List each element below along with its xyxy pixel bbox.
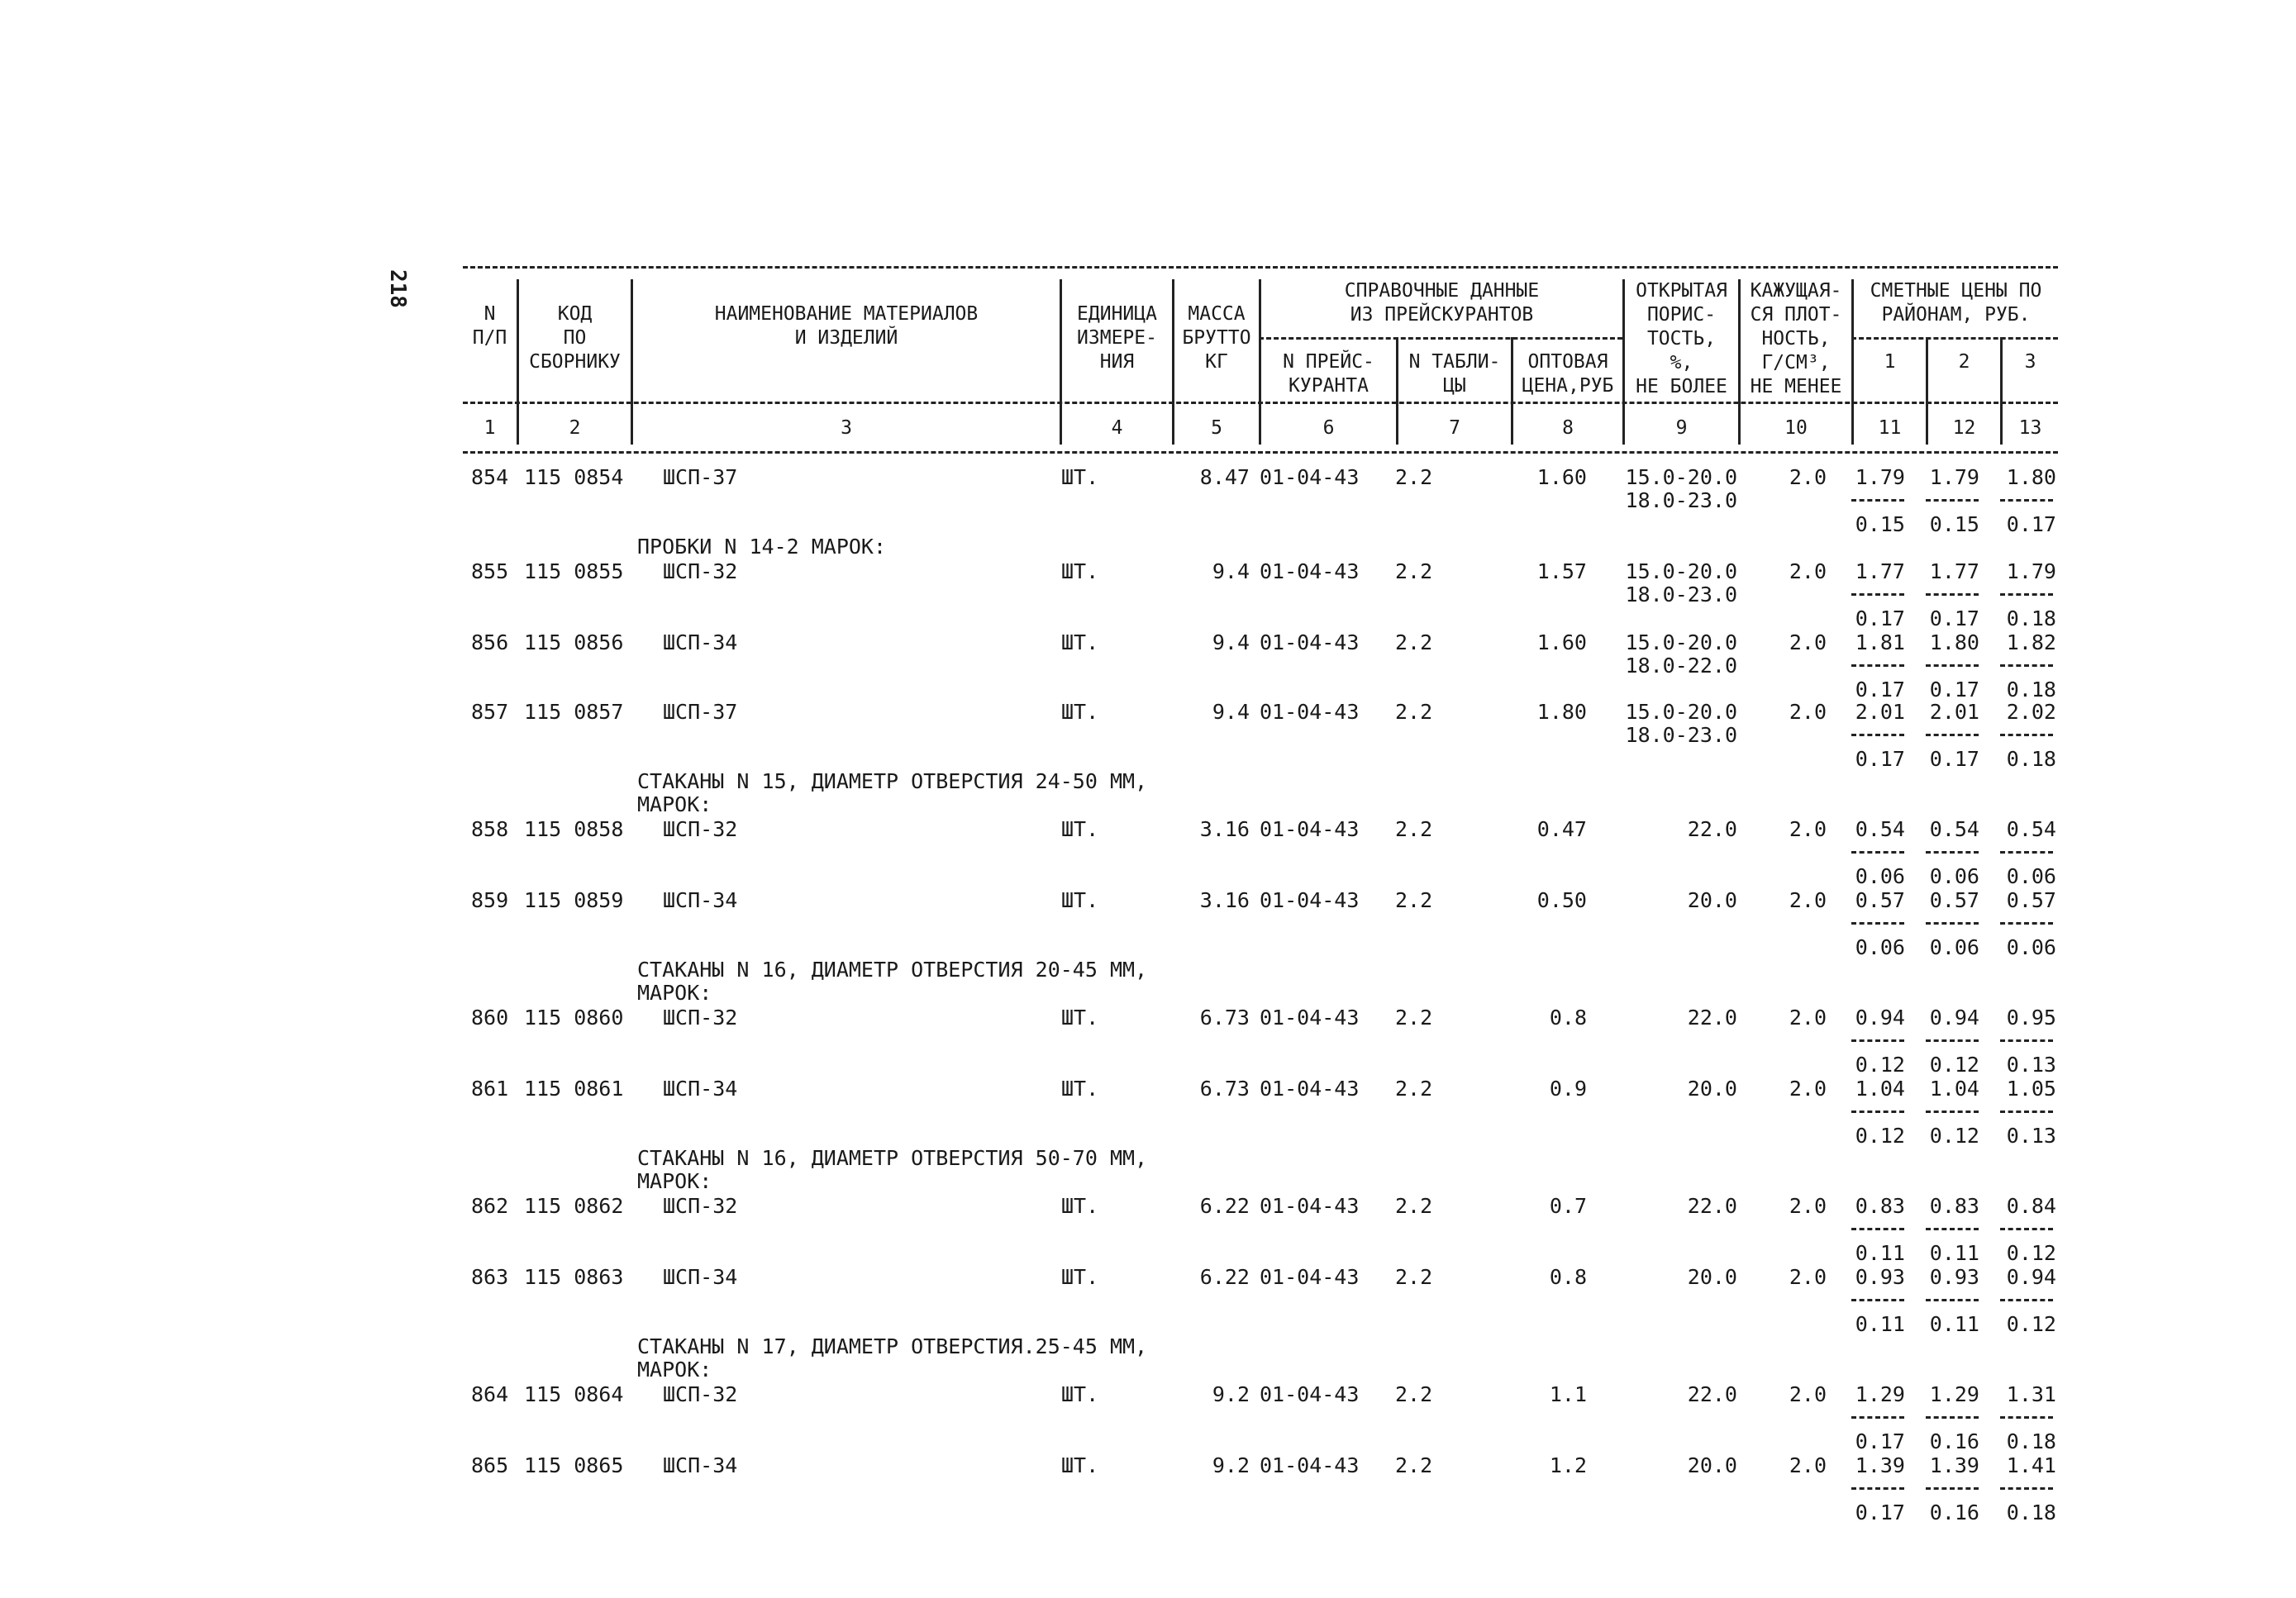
cell-tab: 2.2 (1395, 1194, 1433, 1218)
cell-por: 20.0 (1687, 1077, 1737, 1101)
colnum-13: 13 (2018, 417, 2042, 439)
cell-unit: ШТ. (1061, 1453, 1099, 1477)
colnum-6: 6 (1322, 417, 1335, 439)
cell-q3: 0.13 (2006, 1053, 2056, 1077)
cell-name: ШСП-32 (663, 559, 738, 583)
cell-price: 1.2 (1549, 1453, 1587, 1477)
cell-name: ШСП-32 (663, 1382, 738, 1406)
fraction-line (1851, 593, 1904, 596)
cell-code: 115 0860 (524, 1006, 624, 1030)
cell-q3: 0.18 (2006, 678, 2056, 702)
fraction-line (1926, 1416, 1979, 1419)
cell-q1: 0.11 (1855, 1312, 1905, 1336)
cell-name: ШСП-34 (663, 888, 738, 912)
header-price-group: СМЕТНЫЕ ЦЕНЫ ПО РАЙОНАМ, РУБ. (1870, 280, 2042, 326)
rule-ref-split (1259, 337, 1622, 340)
cell-code: 115 0857 (524, 700, 624, 724)
cell-mass: 9.2 (1212, 1382, 1250, 1406)
cell-unit: ШТ. (1061, 888, 1099, 912)
cell-q2: 0.11 (1929, 1241, 1979, 1265)
cell-price: 0.8 (1549, 1265, 1587, 1289)
cell-q2: 0.16 (1929, 1429, 1979, 1453)
cell-mass: 9.4 (1212, 630, 1250, 654)
cell-p3: 2.02 (2006, 700, 2056, 724)
fraction-line (1851, 1111, 1904, 1113)
cell-tab: 2.2 (1395, 465, 1433, 489)
cell-name: ШСП-37 (663, 465, 738, 489)
cell-pk: 01-04-43 (1260, 700, 1360, 724)
cell-q3: 0.18 (2006, 606, 2056, 630)
cell-dens: 2.0 (1789, 559, 1827, 583)
header-col-wholesale: ОПТОВАЯ ЦЕНА,РУБ (1522, 351, 1614, 397)
cell-p2: 0.83 (1929, 1194, 1979, 1218)
cell-q3: 0.18 (2006, 1501, 2056, 1524)
cell-tab: 2.2 (1395, 630, 1433, 654)
group-heading: СТАКАНЫ N 17, ДИАМЕТР ОТВЕРСТИЯ.25-45 ММ, МАРОК: (637, 1334, 1148, 1382)
header-col-n: N П/П (472, 303, 507, 349)
fraction-line (1926, 1039, 1979, 1042)
rule-top (463, 266, 2058, 269)
cell-code: 115 0856 (524, 630, 624, 654)
fraction-line (2000, 1487, 2053, 1490)
cell-dens: 2.0 (1789, 1265, 1827, 1289)
cell-por: 20.0 (1687, 1265, 1737, 1289)
cell-p1: 0.83 (1855, 1194, 1905, 1218)
cell-q3: 0.06 (2006, 864, 2056, 888)
cell-p2: 2.01 (1929, 700, 1979, 724)
cell-mass: 8.47 (1199, 465, 1250, 489)
fraction-line (1851, 1228, 1904, 1230)
cell-por: 22.0 (1687, 1006, 1737, 1030)
rule-price-split (1851, 337, 2058, 340)
cell-price: 0.7 (1549, 1194, 1587, 1218)
cell-price: 0.8 (1549, 1006, 1587, 1030)
cell-price: 1.57 (1536, 559, 1587, 583)
cell-q1: 0.06 (1855, 864, 1905, 888)
cell-pk: 01-04-43 (1260, 1006, 1360, 1030)
cell-n: 859 (471, 888, 509, 912)
cell-q1: 0.17 (1855, 678, 1905, 702)
header-col-table: N ТАБЛИ- ЦЫ (1408, 351, 1501, 397)
cell-p2: 1.77 (1929, 559, 1979, 583)
cell-q3: 0.13 (2006, 1124, 2056, 1148)
cell-p2: 1.04 (1929, 1077, 1979, 1101)
cell-q1: 0.12 (1855, 1124, 1905, 1148)
fraction-line (1926, 1111, 1979, 1113)
cell-pk: 01-04-43 (1260, 559, 1360, 583)
cell-p1: 1.77 (1855, 559, 1905, 583)
cell-por: 15.0-20.0 18.0-22.0 (1625, 630, 1737, 678)
cell-pk: 01-04-43 (1260, 1077, 1360, 1101)
cell-q3: 0.18 (2006, 747, 2056, 771)
cell-q2: 0.12 (1929, 1124, 1979, 1148)
fraction-line (1851, 1416, 1904, 1419)
cell-p1: 1.04 (1855, 1077, 1905, 1101)
cell-p1: 0.94 (1855, 1006, 1905, 1030)
cell-dens: 2.0 (1789, 1006, 1827, 1030)
cell-n: 865 (471, 1453, 509, 1477)
cell-por: 22.0 (1687, 1194, 1737, 1218)
cell-por: 20.0 (1687, 1453, 1737, 1477)
cell-mass: 6.22 (1199, 1194, 1250, 1218)
fraction-line (1926, 1228, 1979, 1230)
fraction-line (2000, 593, 2053, 596)
fraction-line (1926, 1487, 1979, 1490)
cell-code: 115 0858 (524, 817, 624, 841)
cell-unit: ШТ. (1061, 465, 1099, 489)
fraction-line (1851, 851, 1904, 854)
cell-unit: ШТ. (1061, 1077, 1099, 1101)
colnum-10: 10 (1784, 417, 1808, 439)
fraction-line (2000, 1299, 2053, 1301)
cell-q1: 0.17 (1855, 606, 1905, 630)
fraction-line (1851, 734, 1904, 736)
cell-tab: 2.2 (1395, 1006, 1433, 1030)
cell-price: 0.9 (1549, 1077, 1587, 1101)
cell-dens: 2.0 (1789, 888, 1827, 912)
cell-p1: 1.79 (1855, 465, 1905, 489)
cell-name: ШСП-34 (663, 1453, 738, 1477)
fraction-line (1851, 1487, 1904, 1490)
cell-tab: 2.2 (1395, 1265, 1433, 1289)
cell-q3: 0.12 (2006, 1312, 2056, 1336)
header-col-name: НАИМЕНОВАНИЕ МАТЕРИАЛОВ И ИЗДЕЛИЙ (714, 303, 979, 349)
cell-p3: 0.57 (2006, 888, 2056, 912)
cell-pk: 01-04-43 (1260, 817, 1360, 841)
fraction-line (1851, 1039, 1904, 1042)
cell-tab: 2.2 (1395, 888, 1433, 912)
cell-unit: ШТ. (1061, 630, 1099, 654)
cell-p2: 0.57 (1929, 888, 1979, 912)
cell-name: ШСП-32 (663, 1194, 738, 1218)
cell-p1: 0.54 (1855, 817, 1905, 841)
colnum-8: 8 (1562, 417, 1574, 439)
cell-q2: 0.15 (1929, 512, 1979, 536)
cell-unit: ШТ. (1061, 700, 1099, 724)
cell-dens: 2.0 (1789, 465, 1827, 489)
cell-pk: 01-04-43 (1260, 1194, 1360, 1218)
fraction-line (2000, 499, 2053, 502)
colnum-7: 7 (1449, 417, 1460, 439)
cell-dens: 2.0 (1789, 700, 1827, 724)
fraction-line (1926, 1299, 1979, 1301)
cell-dens: 2.0 (1789, 630, 1827, 654)
colnum-1: 1 (483, 417, 496, 439)
header-col-unit: ЕДИНИЦА ИЗМЕРЕ- НИЯ (1077, 303, 1157, 373)
cell-q1: 0.12 (1855, 1053, 1905, 1077)
fraction-line (2000, 1416, 2053, 1419)
cell-name: ШСП-34 (663, 630, 738, 654)
cell-p2: 0.93 (1929, 1265, 1979, 1289)
cell-pk: 01-04-43 (1260, 1453, 1360, 1477)
header-col-porosity: ОТКРЫТАЯ ПОРИС- ТОСТЬ, %, НЕ БОЛЕЕ (1636, 280, 1727, 397)
cell-q2: 0.17 (1929, 606, 1979, 630)
cell-tab: 2.2 (1395, 1382, 1433, 1406)
cell-p1: 1.81 (1855, 630, 1905, 654)
fraction-line (2000, 922, 2053, 925)
cell-dens: 2.0 (1789, 817, 1827, 841)
cell-dens: 2.0 (1789, 1194, 1827, 1218)
cell-name: ШСП-37 (663, 700, 738, 724)
cell-q2: 0.06 (1929, 864, 1979, 888)
cell-p3: 0.54 (2006, 817, 2056, 841)
cell-code: 115 0862 (524, 1194, 624, 1218)
header-region-2: 2 (1958, 351, 1970, 373)
cell-q1: 0.17 (1855, 1429, 1905, 1453)
cell-code: 115 0864 (524, 1382, 624, 1406)
cell-p3: 0.84 (2006, 1194, 2056, 1218)
cell-unit: ШТ. (1061, 1006, 1099, 1030)
cell-por: 22.0 (1687, 817, 1737, 841)
header-col-pricelist: N ПРЕЙС- КУРАНТА (1283, 351, 1374, 397)
cell-mass: 6.73 (1199, 1077, 1250, 1101)
colnum-12: 12 (1952, 417, 1976, 439)
cell-dens: 2.0 (1789, 1382, 1827, 1406)
group-heading: СТАКАНЫ N 15, ДИАМЕТР ОТВЕРСТИЯ 24-50 ММ, МАРОК: (637, 769, 1148, 816)
cell-q2: 0.06 (1929, 935, 1979, 959)
colnum-3: 3 (841, 417, 852, 439)
cell-q3: 0.17 (2006, 512, 2056, 536)
fraction-line (2000, 1039, 2053, 1042)
cell-p1: 1.39 (1855, 1453, 1905, 1477)
header-col-mass: МАССА БРУТТО КГ (1182, 303, 1251, 373)
cell-p3: 1.41 (2006, 1453, 2056, 1477)
header-region-1: 1 (1884, 351, 1896, 373)
cell-p1: 0.57 (1855, 888, 1905, 912)
cell-mass: 9.2 (1212, 1453, 1250, 1477)
cell-q3: 0.06 (2006, 935, 2056, 959)
cell-pk: 01-04-43 (1260, 465, 1360, 489)
cell-q3: 0.12 (2006, 1241, 2056, 1265)
cell-code: 115 0861 (524, 1077, 624, 1101)
cell-p3: 1.05 (2006, 1077, 2056, 1101)
cell-price: 1.60 (1536, 465, 1587, 489)
cell-por: 20.0 (1687, 888, 1737, 912)
cell-q1: 0.15 (1855, 512, 1905, 536)
cell-price: 1.80 (1536, 700, 1587, 724)
cell-q1: 0.17 (1855, 1501, 1905, 1524)
colnum-2: 2 (569, 417, 581, 439)
cell-tab: 2.2 (1395, 1077, 1433, 1101)
colnum-11: 11 (1878, 417, 1902, 439)
fraction-line (1926, 499, 1979, 502)
cell-p3: 0.95 (2006, 1006, 2056, 1030)
cell-name: ШСП-34 (663, 1077, 738, 1101)
cell-q2: 0.11 (1929, 1312, 1979, 1336)
cell-code: 115 0865 (524, 1453, 624, 1477)
cell-n: 858 (471, 817, 509, 841)
cell-unit: ШТ. (1061, 559, 1099, 583)
fraction-line (1926, 922, 1979, 925)
colnum-4: 4 (1111, 417, 1123, 439)
cell-mass: 3.16 (1199, 888, 1250, 912)
cell-q2: 0.17 (1929, 678, 1979, 702)
cell-name: ШСП-32 (663, 1006, 738, 1030)
cell-por: 15.0-20.0 18.0-23.0 (1625, 465, 1737, 512)
cell-name: ШСП-32 (663, 817, 738, 841)
cell-n: 860 (471, 1006, 509, 1030)
cell-code: 115 0859 (524, 888, 624, 912)
cell-mass: 9.4 (1212, 700, 1250, 724)
fraction-line (2000, 851, 2053, 854)
cell-price: 1.60 (1536, 630, 1587, 654)
cell-n: 863 (471, 1265, 509, 1289)
cell-p1: 0.93 (1855, 1265, 1905, 1289)
fraction-line (1926, 664, 1979, 667)
cell-unit: ШТ. (1061, 817, 1099, 841)
cell-q1: 0.17 (1855, 747, 1905, 771)
cell-p3: 1.82 (2006, 630, 2056, 654)
rule-colnum-bottom (463, 451, 2058, 454)
cell-n: 855 (471, 559, 509, 583)
cell-q2: 0.12 (1929, 1053, 1979, 1077)
fraction-line (1926, 734, 1979, 736)
cell-n: 864 (471, 1382, 509, 1406)
cell-code: 115 0854 (524, 465, 624, 489)
group-heading: СТАКАНЫ N 16, ДИАМЕТР ОТВЕРСТИЯ 50-70 ММ, МАРОК: (637, 1146, 1148, 1193)
cell-p2: 1.39 (1929, 1453, 1979, 1477)
cell-price: 0.47 (1536, 817, 1587, 841)
cell-mass: 6.73 (1199, 1006, 1250, 1030)
header-region-3: 3 (2024, 351, 2036, 373)
cell-p3: 1.79 (2006, 559, 2056, 583)
header-ref-group: СПРАВОЧНЫЕ ДАННЫЕ ИЗ ПРЕЙСКУРАНТОВ (1344, 280, 1540, 326)
fraction-line (2000, 1111, 2053, 1113)
page-number: 218 (385, 269, 410, 308)
cell-code: 115 0863 (524, 1265, 624, 1289)
cell-q2: 0.17 (1929, 747, 1979, 771)
cell-p1: 1.29 (1855, 1382, 1905, 1406)
group-heading: ПРОБКИ N 14-2 МАРОК: (637, 535, 887, 559)
fraction-line (1851, 922, 1904, 925)
cell-unit: ШТ. (1061, 1265, 1099, 1289)
fraction-line (2000, 1228, 2053, 1230)
cell-tab: 2.2 (1395, 1453, 1433, 1477)
fraction-line (1851, 664, 1904, 667)
cell-n: 856 (471, 630, 509, 654)
cell-tab: 2.2 (1395, 817, 1433, 841)
cell-mass: 6.22 (1199, 1265, 1250, 1289)
header-col-code: КОД ПО СБОРНИКУ (529, 303, 621, 373)
fraction-line (1851, 1299, 1904, 1301)
group-heading: СТАКАНЫ N 16, ДИАМЕТР ОТВЕРСТИЯ 20-45 ММ, МАРОК: (637, 958, 1148, 1005)
cell-p3: 0.94 (2006, 1265, 2056, 1289)
fraction-line (1926, 593, 1979, 596)
cell-p2: 0.94 (1929, 1006, 1979, 1030)
cell-n: 857 (471, 700, 509, 724)
cell-pk: 01-04-43 (1260, 1382, 1360, 1406)
cell-p2: 1.80 (1929, 630, 1979, 654)
cell-por: 15.0-20.0 18.0-23.0 (1625, 700, 1737, 747)
cell-q1: 0.06 (1855, 935, 1905, 959)
cell-p3: 1.80 (2006, 465, 2056, 489)
cell-q1: 0.11 (1855, 1241, 1905, 1265)
cell-dens: 2.0 (1789, 1453, 1827, 1477)
cell-dens: 2.0 (1789, 1077, 1827, 1101)
cell-p2: 1.79 (1929, 465, 1979, 489)
fraction-line (1851, 499, 1904, 502)
cell-q2: 0.16 (1929, 1501, 1979, 1524)
cell-n: 861 (471, 1077, 509, 1101)
colnum-9: 9 (1675, 417, 1688, 439)
cell-price: 0.50 (1536, 888, 1587, 912)
cell-p3: 1.31 (2006, 1382, 2056, 1406)
header-col-density: КАЖУЩАЯ- СЯ ПЛОТ- НОСТЬ, Г/СМ³, НЕ МЕНЕЕ (1750, 280, 1842, 397)
fraction-line (1926, 851, 1979, 854)
cell-n: 854 (471, 465, 509, 489)
cell-name: ШСП-34 (663, 1265, 738, 1289)
cell-tab: 2.2 (1395, 559, 1433, 583)
colnum-5: 5 (1211, 417, 1222, 439)
cell-p2: 1.29 (1929, 1382, 1979, 1406)
cell-n: 862 (471, 1194, 509, 1218)
cell-code: 115 0855 (524, 559, 624, 583)
cell-por: 15.0-20.0 18.0-23.0 (1625, 559, 1737, 606)
cell-mass: 9.4 (1212, 559, 1250, 583)
fraction-line (2000, 664, 2053, 667)
cell-por: 22.0 (1687, 1382, 1737, 1406)
cell-pk: 01-04-43 (1260, 630, 1360, 654)
cell-price: 1.1 (1549, 1382, 1587, 1406)
cell-p1: 2.01 (1855, 700, 1905, 724)
cell-q3: 0.18 (2006, 1429, 2056, 1453)
cell-pk: 01-04-43 (1260, 888, 1360, 912)
cell-tab: 2.2 (1395, 700, 1433, 724)
cell-unit: ШТ. (1061, 1382, 1099, 1406)
cell-unit: ШТ. (1061, 1194, 1099, 1218)
cell-pk: 01-04-43 (1260, 1265, 1360, 1289)
cell-mass: 3.16 (1199, 817, 1250, 841)
fraction-line (2000, 734, 2053, 736)
cell-p2: 0.54 (1929, 817, 1979, 841)
